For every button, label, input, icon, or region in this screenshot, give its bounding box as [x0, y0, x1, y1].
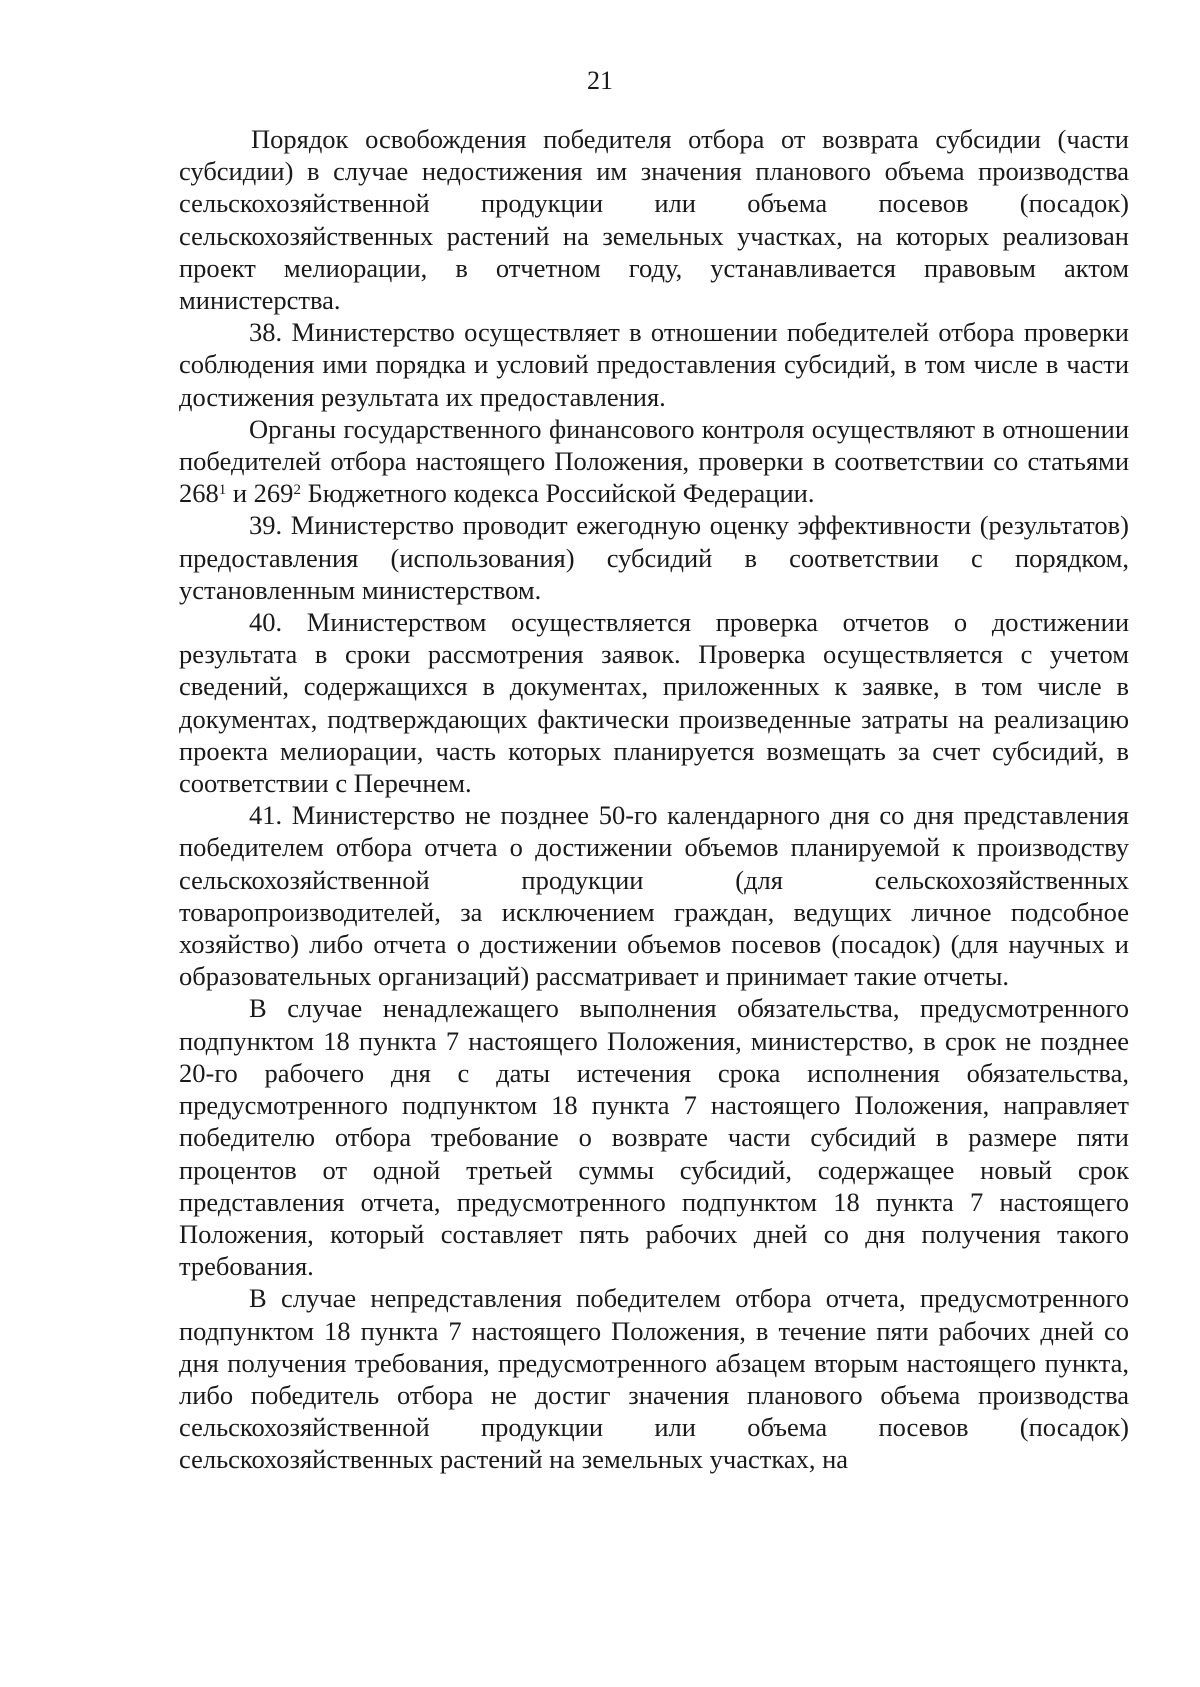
- paragraph-non-submission: В случае непредставления победителем отбора отчета, предусмотренного подпунктом 18 пункта 7 настоящего Положения, в течение пяти рабочих дней со дня получения требования, предусмотренного абзацем вторым настоящего пункта, либо победитель отбора не достиг значения планового объема производства сельскохозяйственной продукции или объема посевов (посадок) сельскохозяйственных растений на земельных участках, на: [179, 1283, 1129, 1475]
- paragraph-41: 41. Министерство не позднее 50-го календарного дня со дня представления победителем отбора отчета о достижении объемов планируемой к производству сельскохозяйственной продукции (для сельскохозяйственных товаропроизводителей, за исключением граждан, ведущих личное подсобное хозяйство) либо отчета о достижении объемов посевов (посадок) (для научных и образовательных организаций) рассматривает и принимает такие отчеты.: [179, 800, 1129, 992]
- paragraph-improper-fulfillment: В случае ненадлежащего выполнения обязательства, предусмотренного подпунктом 18 пункта 7 настоящего Положения, министерство, в срок не позднее 20-го рабочего дня с даты истечения срока исполнения обязательства, предусмотренного подпунктом 18 пункта 7 настоящего Положения, направляет победителю отбора требование о возврате части субсидий в размере пяти процентов от одной третьей суммы субсидий, содержащее новый срок представления отчета, предусмотренного подпунктом 18 пункта 7 настоящего Положения, который составляет пять рабочих дней со дня получения такого требования.: [179, 993, 1129, 1282]
- paragraph-financial-control: [179, 413, 1129, 510]
- document-body: [179, 123, 1129, 1476]
- paragraph-financial-control-text-3: Бюджетного кодекса Российской Федерации.: [300, 478, 815, 509]
- paragraph-39: 39. Министерство проводит ежегодную оценку эффективности (результатов) предоставления (использования) субсидий в соответствии с порядком, установленным министерством.: [179, 510, 1129, 605]
- paragraph-financial-control-text-2: и 269: [226, 478, 294, 509]
- page-number: 21: [587, 66, 613, 95]
- paragraph-exemption-procedure: Порядок освобождения победителя отбора от возврата субсидии (части субсидии) в случае недостижения им значения планового объема производства сельскохозяйственной продукции или объема посевов (посадок) сельскохозяйственных растений на земельных участках, на которых реализован проект мелиорации, в отчетном году, устанавливается правовым актом министерства.: [179, 124, 1129, 316]
- paragraph-40: 40. Министерством осуществляется проверка отчетов о достижении результата в сроки рассмотрения заявок. Проверка осуществляется с учетом сведений, содержащихся в документах, приложенных к заявке, в том числе в документах, подтверждающих фактически произведенные затраты на реализацию проекта мелиорации, часть которых планируется возмещать за счет субсидий, в соответствии с Перечнем.: [179, 607, 1129, 799]
- superscript-2: 2: [293, 482, 301, 499]
- paragraph-38: 38. Министерство осуществляет в отношении победителей отбора проверки соблюдения ими порядка и условий предоставления субсидий, в том числе в части достижения результата их предоставления.: [179, 317, 1129, 412]
- superscript-1: 1: [218, 482, 227, 499]
- paragraph-financial-control-text-1: Органы государственного финансового контроля осуществляют в отношении победителей отбора настоящего Положения, проверки в соответствии со статьями 268: [179, 413, 1129, 509]
